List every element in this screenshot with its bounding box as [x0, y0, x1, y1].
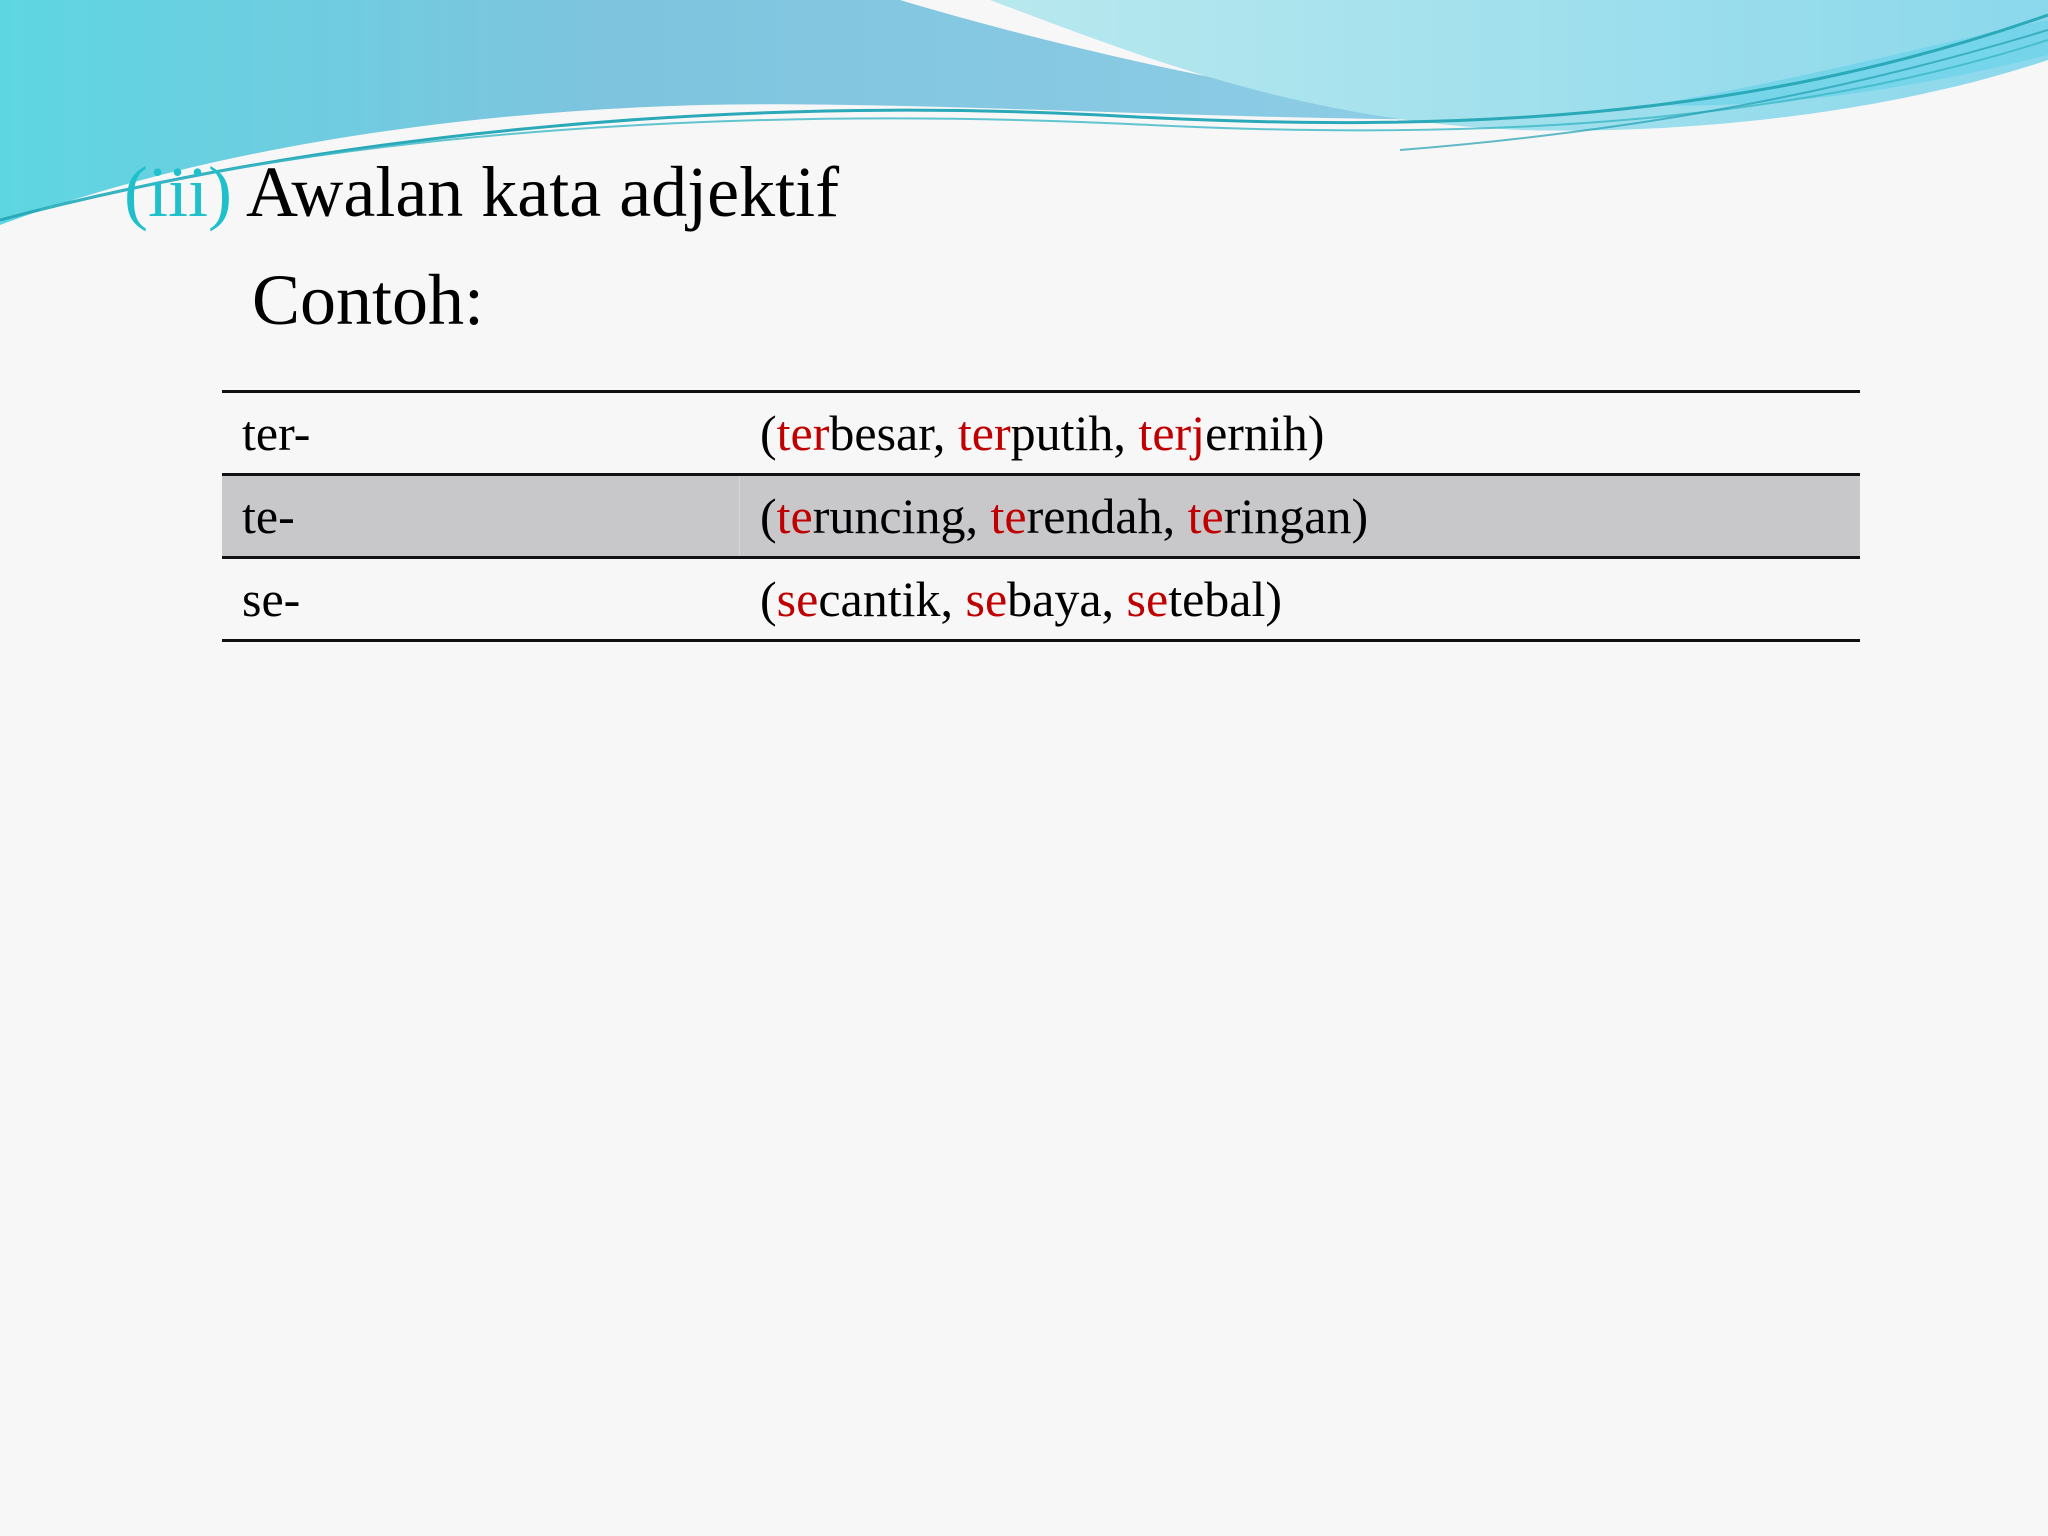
- example-segment: (: [760, 488, 777, 544]
- examples-cell: [740, 476, 1860, 556]
- subtitle: Contoh:: [252, 260, 485, 340]
- example-segment: (: [760, 405, 777, 461]
- example-segment-highlight: te: [990, 488, 1027, 544]
- example-segment: cantik,: [818, 571, 966, 627]
- example-segment: ernih): [1205, 405, 1325, 461]
- example-segment: (: [760, 571, 777, 627]
- example-segment-highlight: ter: [776, 405, 830, 461]
- prefix-cell: se-: [242, 571, 301, 627]
- table-row: [222, 559, 1860, 642]
- example-segment: ringan): [1223, 488, 1369, 544]
- table-row: [222, 476, 1860, 559]
- example-segment: baya,: [1007, 571, 1127, 627]
- example-segment-highlight: te: [1187, 488, 1224, 544]
- title-text: Awalan kata adjektif: [246, 152, 840, 232]
- prefix-cell: ter-: [242, 405, 311, 461]
- example-segment-highlight: se: [965, 571, 1008, 627]
- example-segment-highlight: se: [776, 571, 819, 627]
- examples-cell: [740, 393, 1860, 473]
- example-segment-highlight: terj: [1138, 405, 1206, 461]
- example-segment-highlight: te: [776, 488, 813, 544]
- example-segment: tebal): [1168, 571, 1283, 627]
- example-segment: runcing,: [812, 488, 991, 544]
- prefix-table: [222, 390, 1860, 642]
- examples-cell: [740, 559, 1860, 639]
- example-segment: rendah,: [1026, 488, 1188, 544]
- title-number: (iii): [124, 152, 232, 232]
- table-row: [222, 393, 1860, 476]
- example-segment: putih,: [1010, 405, 1139, 461]
- prefix-cell: te-: [222, 476, 740, 556]
- slide-title: [124, 148, 839, 236]
- example-segment-highlight: se: [1126, 571, 1169, 627]
- example-segment: besar,: [829, 405, 958, 461]
- example-segment-highlight: ter: [957, 405, 1011, 461]
